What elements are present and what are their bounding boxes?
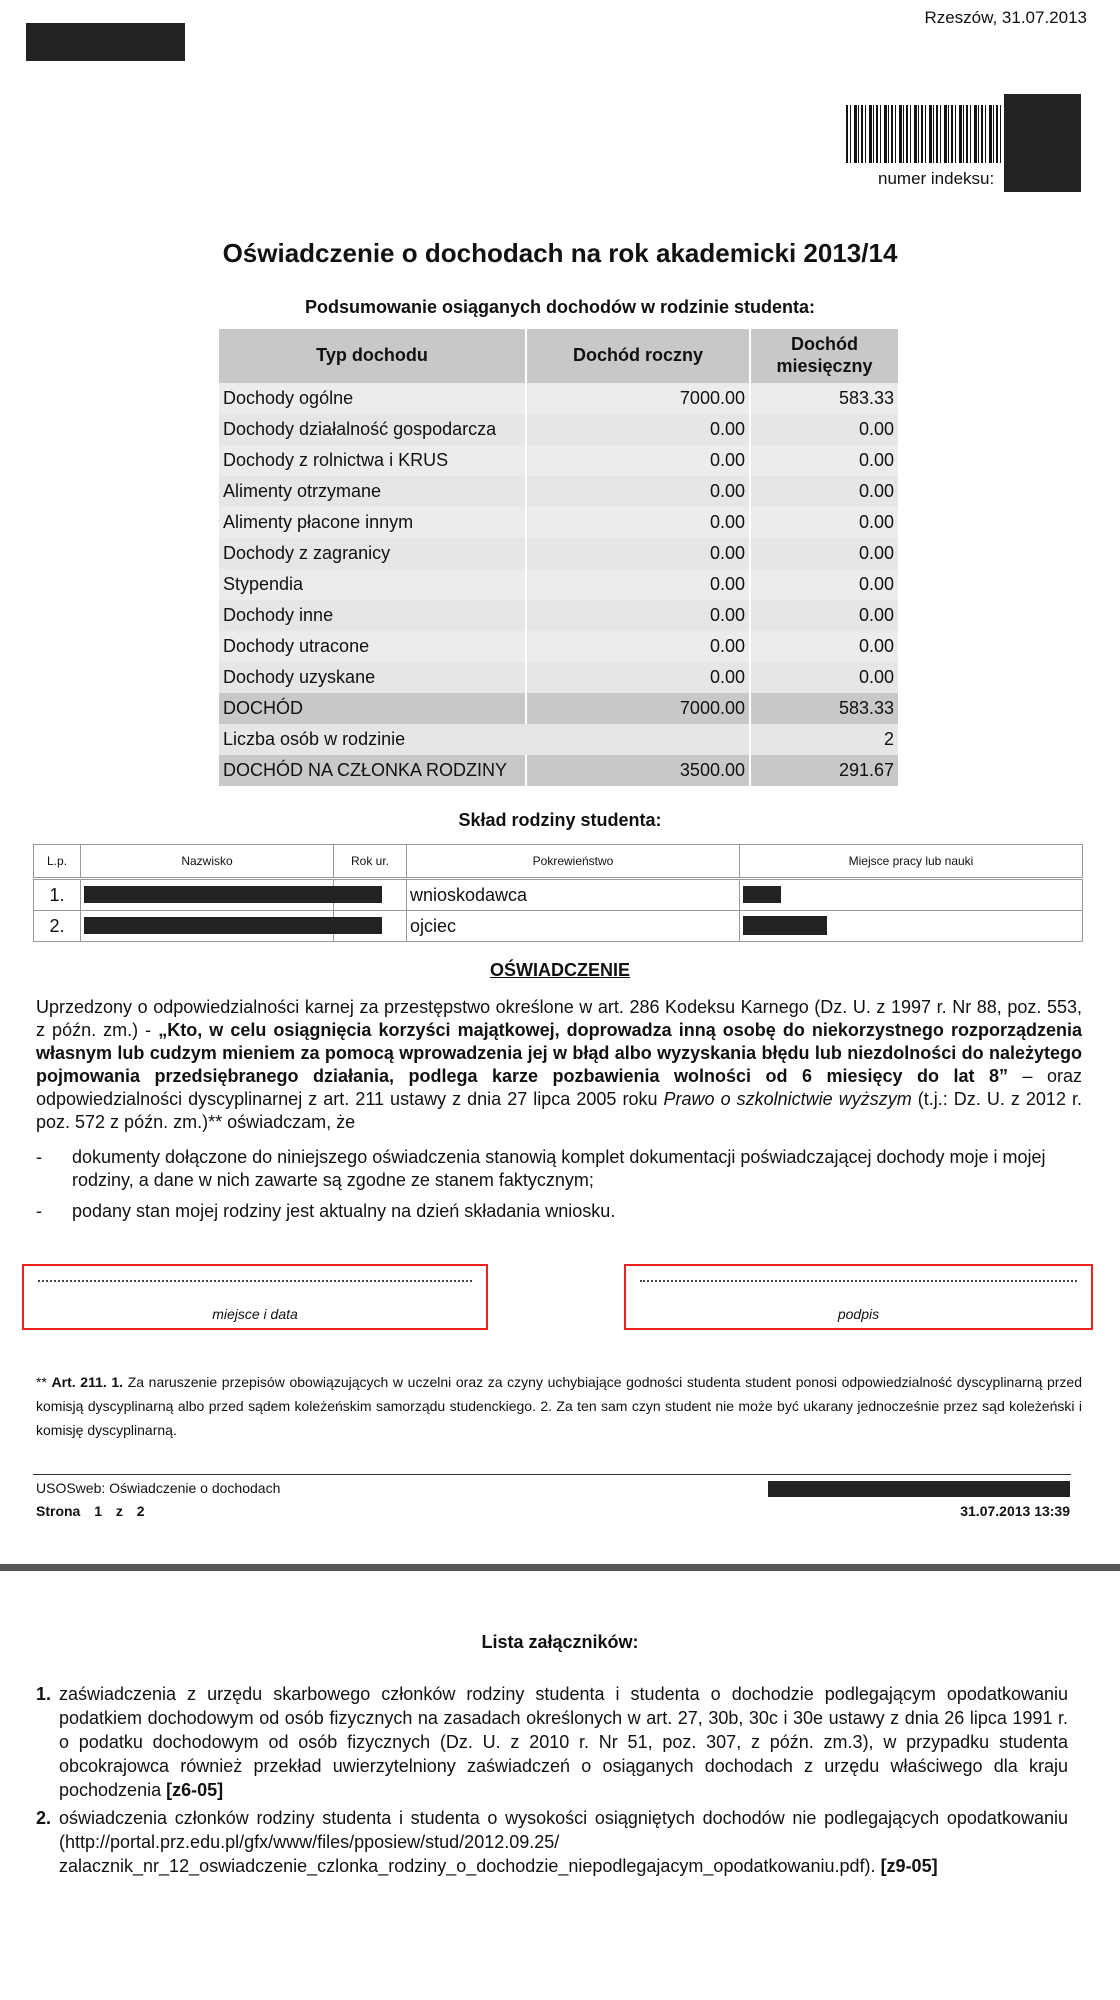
yearly-value: 0.00: [526, 414, 750, 445]
monthly-value: 0.00: [750, 662, 898, 693]
table-row: [219, 383, 898, 414]
yearly-value: 0.00: [526, 507, 750, 538]
col-yearly: Dochód roczny: [526, 329, 750, 383]
yearly-value: 0.00: [526, 538, 750, 569]
table-row: [219, 600, 898, 631]
total-yearly: 7000.00: [526, 693, 750, 724]
monthly-value: 583.33: [750, 383, 898, 414]
per-member-monthly: 291.67: [750, 755, 898, 786]
declaration-bullet: [36, 1200, 1082, 1223]
footnote: [36, 1370, 1082, 1442]
surname-cell: [81, 879, 334, 911]
total-label: DOCHÓD: [219, 693, 526, 724]
income-type: Dochody ogólne: [219, 383, 526, 414]
row-number: 1.: [34, 879, 81, 911]
income-type: Dochody inne: [219, 600, 526, 631]
persons-row: [219, 724, 898, 755]
yearly-value: 0.00: [526, 631, 750, 662]
page-number: Strona 1 z 2: [36, 1503, 145, 1519]
income-type: Alimenty otrzymane: [219, 476, 526, 507]
footnote-stars: **: [36, 1374, 47, 1390]
monthly-value: 0.00: [750, 414, 898, 445]
declaration-bullet: [36, 1146, 1082, 1192]
place-date-caption: miejsce i data: [212, 1306, 298, 1322]
table-row: [219, 662, 898, 693]
col-relation: Pokrewieństwo: [407, 845, 740, 879]
income-type: Dochody działalność gospodarcza: [219, 414, 526, 445]
law-title: Prawo o szkolnictwie wyższym: [663, 1089, 912, 1109]
family-heading: Skład rodziny studenta:: [458, 810, 662, 830]
per-member-label: DOCHÓD NA CZŁONKA RODZINY: [219, 755, 526, 786]
redacted-workplace: [743, 886, 781, 903]
birth-year-cell: [334, 911, 407, 942]
per-member-yearly: 3500.00: [526, 755, 750, 786]
income-type: Dochody utracone: [219, 631, 526, 662]
workplace-cell: [740, 911, 1083, 942]
bullet-text: podany stan mojej rodziny jest aktualny na dzień składania wniosku.: [72, 1201, 616, 1221]
table-row: [219, 445, 898, 476]
table-row: [219, 507, 898, 538]
workplace-cell: [740, 879, 1083, 911]
attachment-number: 1.: [36, 1684, 52, 1704]
monthly-value: 0.00: [750, 569, 898, 600]
redacted-footer-info: [768, 1481, 1070, 1497]
declaration-intro: Uprzedzony o odpowiedzialności karnej za przestępstwo określone w art. 286 Kodeksu Karnego (Dz. U. z 1997 r. Nr 88, poz. 553, z późn. zm.) -: [36, 997, 1082, 1040]
signature-field[interactable]: [624, 1264, 1093, 1330]
footnote-text: Za naruszenie przepisów obowiązujących w uczelni oraz za czyny uchybiające godności studenta student ponosi odpowiedzialność dyscyplinarną przed komisją dyscyplinarną albo przed sądem koleżeńskim samorządu studenckiego. 2. Za ten sam czyn student nie może być ukarany jednocześnie przez sąd koleżeński i komisję dyscyplinarną.: [36, 1374, 1083, 1438]
total-row: [219, 693, 898, 724]
income-type: Stypendia: [219, 569, 526, 600]
bullet-text: dokumenty dołączone do niniejszego oświadczenia stanowią komplet dokumentacji poświadczającej dochody moje i mojej rodziny, a dane w nich zawarte są zgodne ze stanem faktycznym;: [72, 1147, 1046, 1190]
monthly-value: 0.00: [750, 600, 898, 631]
total-monthly: 583.33: [750, 693, 898, 724]
monthly-value: 0.00: [750, 445, 898, 476]
attachment-item: [36, 1682, 1068, 1802]
income-type: Dochody uzyskane: [219, 662, 526, 693]
relation-cell: ojciec: [407, 911, 740, 942]
income-type: Dochody z rolnictwa i KRUS: [219, 445, 526, 476]
persons-label: Liczba osób w rodzinie: [219, 724, 750, 755]
income-summary-heading: Podsumowanie osiąganych dochodów w rodzinie studenta:: [304, 297, 816, 317]
attachment-number: 2.: [36, 1808, 52, 1828]
dotted-line: [38, 1280, 472, 1282]
attachment-code: [z6-05]: [166, 1780, 224, 1800]
col-birth-year: Rok ur.: [334, 845, 407, 879]
table-row: [219, 631, 898, 662]
monthly-value: 0.00: [750, 476, 898, 507]
yearly-value: 0.00: [526, 569, 750, 600]
yearly-value: 0.00: [526, 662, 750, 693]
table-row: [219, 414, 898, 445]
place-date-field[interactable]: [22, 1264, 488, 1330]
barcode: [846, 105, 1002, 163]
attachment-code: [z9-05]: [880, 1856, 938, 1876]
col-surname: Nazwisko: [81, 845, 334, 879]
monthly-value: 0.00: [750, 631, 898, 662]
yearly-value: 0.00: [526, 476, 750, 507]
table-row: [34, 879, 1083, 911]
footer-source: USOSweb: Oświadczenie o dochodach: [36, 1480, 281, 1496]
col-income-type: Typ dochodu: [219, 329, 526, 383]
bullet-dash: -: [36, 1201, 42, 1221]
document-title: Oświadczenie o dochodach na rok akademicki 2013/14: [222, 238, 898, 268]
table-row: [219, 476, 898, 507]
declaration-end: (t.j.: Dz. U. z 2012 r. poz. 572 z późn. zm.)** oświadczam, że: [36, 1089, 1082, 1132]
footer-divider: [33, 1474, 1071, 1475]
yearly-value: 7000.00: [526, 383, 750, 414]
footer-timestamp: 31.07.2013 13:39: [960, 1503, 1070, 1519]
attachments-heading: Lista załączników:: [481, 1632, 639, 1652]
declaration-heading: OŚWIADCZENIE: [489, 960, 630, 980]
index-number-label: numer indeksu:: [878, 169, 995, 188]
place-date: Rzeszów, 31.07.2013: [924, 8, 1087, 27]
page-separator: [0, 1564, 1120, 1571]
table-row: [219, 538, 898, 569]
persons-value: 2: [750, 724, 898, 755]
dotted-line: [640, 1280, 1077, 1282]
article-quote: „Kto, w celu osiągnięcia korzyści majątkowej, doprowadza inną osobę do niekorzystnego rozporządzenia własnym lub cudzym mieniem za pomocą wprowadzenia jej w błąd albo wyzyskania błędu lub niezdolności do należytego pojmowania przedsiębranego działania, podlega karze pozbawienia wolności od 6 miesięcy do lat 8”: [36, 1020, 1082, 1086]
signature-caption: podpis: [837, 1306, 880, 1322]
surname-cell: [81, 911, 334, 942]
col-lp: L.p.: [34, 845, 81, 879]
birth-year-cell: [334, 879, 407, 911]
income-type: Alimenty płacone innym: [219, 507, 526, 538]
table-row: [219, 569, 898, 600]
col-monthly: Dochód miesięczny: [750, 329, 898, 383]
declaration-middle: – oraz odpowiedzialności dyscyplinarnej z art. 211 ustawy z dnia 27 lipca 2005 roku: [36, 1066, 1083, 1109]
col-workplace: Miejsce pracy lub nauki: [740, 845, 1083, 879]
family-table: [33, 844, 1083, 942]
attachment-text: oświadczenia członków rodziny studenta i studenta o wysokości osiągniętych dochodów nie podlegających opodatkowaniu (http://portal.prz.edu.pl/gfx/www/files/pposiew/stud/2012.09.25/ zalacznik_nr_12_oswiadczenie_czlonka_rodziny_o_dochodzie_niepodlegajacym_opodatkowaniu.pdf).: [59, 1808, 1068, 1876]
redacted-name: [26, 23, 185, 61]
attachment-text: zaświadczenia z urzędu skarbowego członków rodziny studenta i studenta o dochodzie podlegającym opodatkowaniu podatkiem dochodowym od osób fizycznych na zasadach określonych w art. 27, 30b, 30c i 30e ustawy z dnia 26 lipca 1991 r. o podatku dochodowym od osób fizycznych (Dz. U. z 2010 r. Nr 51, poz. 307, z późn. zm.3), w przypadku studenta obcokrajowca również przekład uwierzytelniony zaświadczeń o osiąganych dochodach z urzędu właściwego dla kraju pochodzenia: [59, 1684, 1068, 1800]
redacted-index-number: [1004, 94, 1081, 192]
monthly-value: 0.00: [750, 538, 898, 569]
declaration-text: [36, 996, 1082, 1134]
table-row: [34, 911, 1083, 942]
per-member-row: [219, 755, 898, 786]
yearly-value: 0.00: [526, 600, 750, 631]
bullet-dash: -: [36, 1147, 42, 1167]
yearly-value: 0.00: [526, 445, 750, 476]
relation-cell: wnioskodawca: [407, 879, 740, 911]
footnote-article: Art. 211. 1.: [51, 1374, 124, 1390]
redacted-workplace: [743, 916, 827, 935]
income-type: Dochody z zagranicy: [219, 538, 526, 569]
attachment-item: [36, 1806, 1068, 1878]
monthly-value: 0.00: [750, 507, 898, 538]
row-number: 2.: [34, 911, 81, 942]
income-table: [219, 329, 898, 786]
